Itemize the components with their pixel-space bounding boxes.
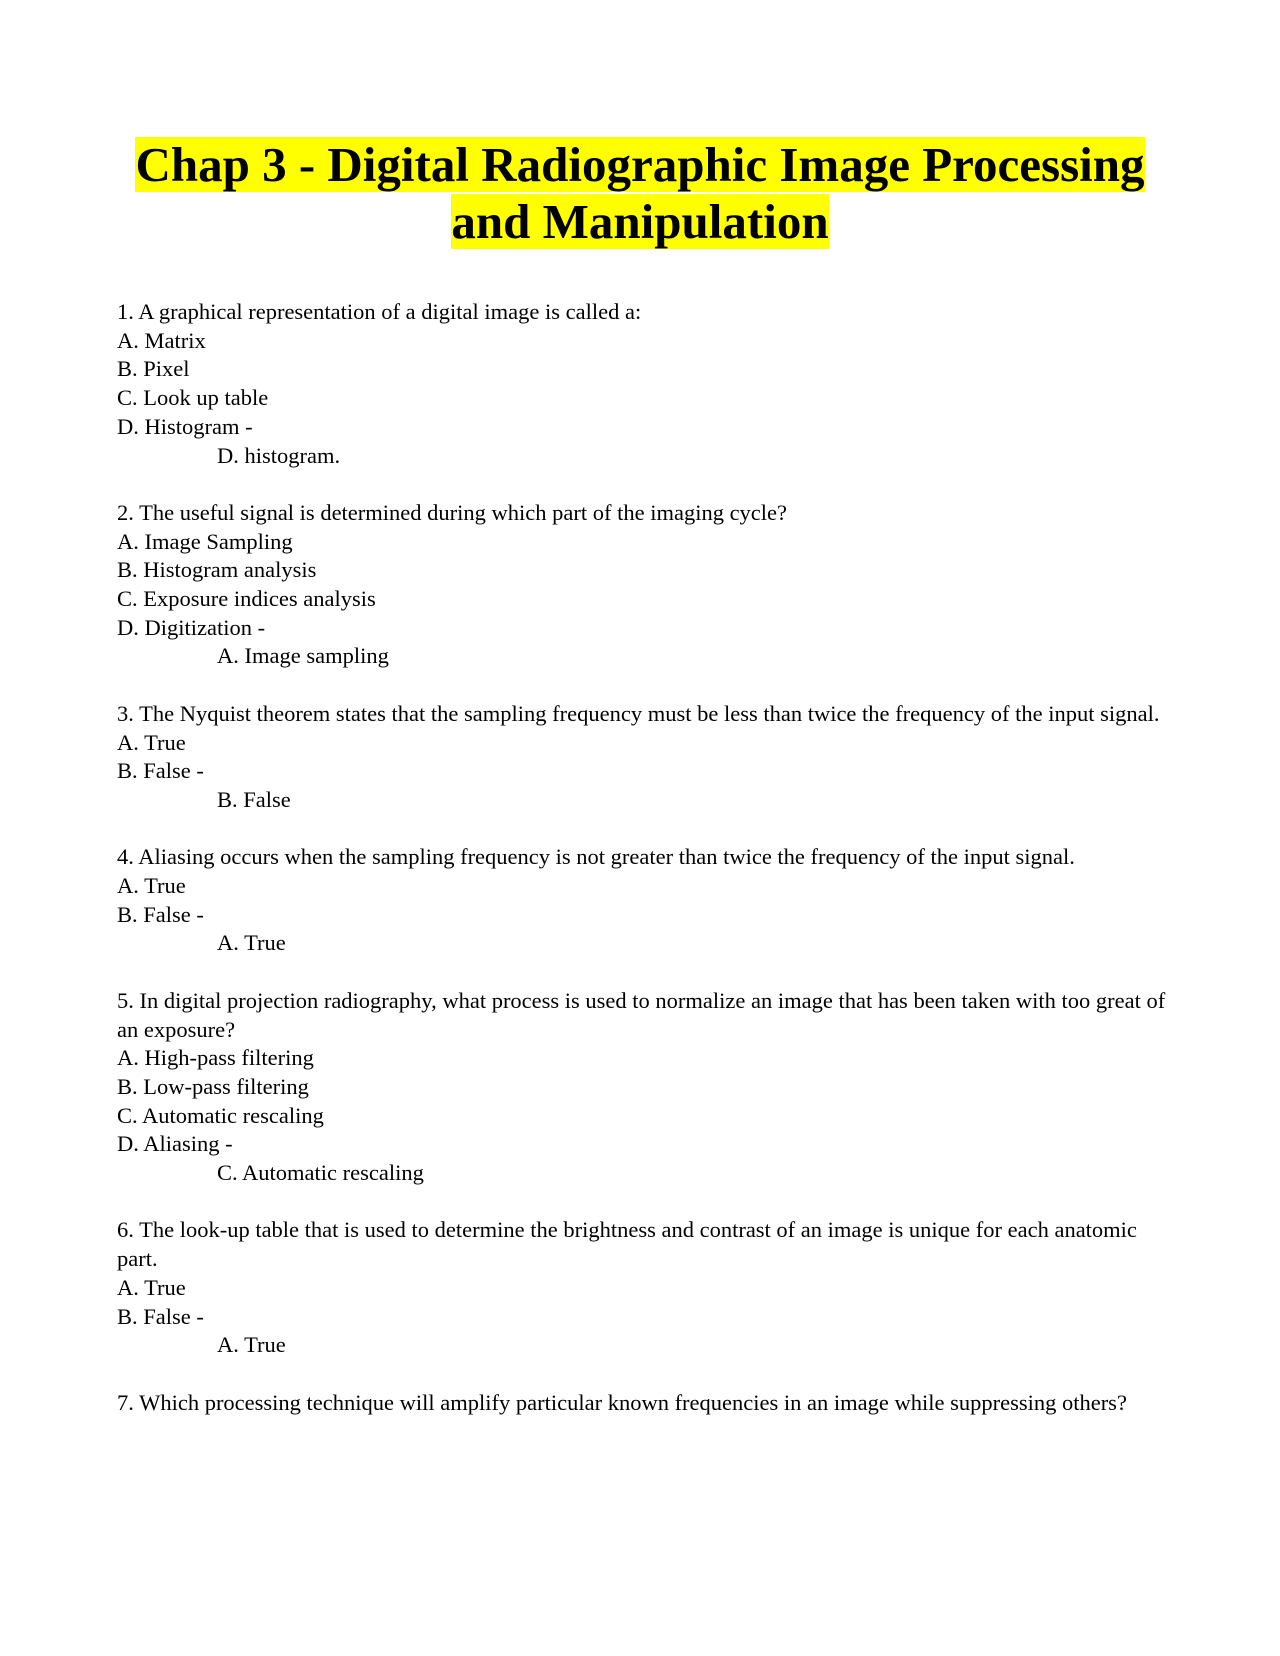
answer-option: A. Image Sampling — [117, 528, 293, 554]
question-1 — [117, 298, 1167, 470]
correct-answer: A. True — [217, 1332, 286, 1358]
answer-option: A. High-pass filtering — [117, 1045, 314, 1071]
question-6 — [117, 1216, 1167, 1360]
question-5 — [117, 987, 1167, 1188]
question-3 — [117, 700, 1167, 815]
answer-option: B. Pixel — [117, 356, 190, 382]
correct-answer: D. histogram. — [217, 442, 341, 468]
answer-option: C. Look up table — [117, 385, 269, 411]
answer-option: A. True — [117, 873, 186, 899]
answer-option: B. Histogram analysis — [117, 557, 317, 583]
answer-option: D. Aliasing - — [117, 1131, 233, 1157]
question-list — [117, 298, 1167, 1446]
answer-option: A. True — [117, 729, 186, 755]
question-stem: 7. Which processing technique will amplify particular known frequencies in an image while suppressing others? — [117, 1389, 1127, 1415]
question-4 — [117, 843, 1167, 958]
page-title — [100, 136, 1180, 250]
answer-option: B. False - — [117, 901, 204, 927]
answer-option: B. False - — [117, 758, 204, 784]
question-stem: 2. The useful signal is determined during which part of the imaging cycle? — [117, 499, 788, 525]
question-7 — [117, 1389, 1167, 1418]
answer-option: C. Automatic rescaling — [117, 1102, 324, 1128]
title-highlight: Chap 3 - Digital Radiographic Image Processing and Manipulation — [135, 137, 1145, 249]
question-stem: 3. The Nyquist theorem states that the sampling frequency must be less than twice the frequency of the input signal. — [117, 700, 1160, 726]
correct-answer: C. Automatic rescaling — [217, 1160, 424, 1186]
answer-option: B. Low-pass filtering — [117, 1073, 309, 1099]
correct-answer: A. Image sampling — [217, 643, 389, 669]
answer-option: D. Histogram - — [117, 413, 253, 439]
answer-option: C. Exposure indices analysis — [117, 586, 376, 612]
answer-option: B. False - — [117, 1303, 204, 1329]
answer-option: A. True — [117, 1274, 186, 1300]
correct-answer: B. False — [217, 786, 291, 812]
answer-option: A. Matrix — [117, 327, 206, 353]
correct-answer: A. True — [217, 930, 286, 956]
question-stem: 6. The look-up table that is used to determine the brightness and contrast of an image is unique for each anatomic part. — [117, 1217, 1137, 1272]
answer-option: D. Digitization - — [117, 614, 266, 640]
question-stem: 1. A graphical representation of a digital image is called a: — [117, 299, 642, 324]
question-2 — [117, 499, 1167, 671]
question-stem: 4. Aliasing occurs when the sampling frequency is not greater than twice the frequency of the input signal. — [117, 844, 1075, 870]
question-stem: 5. In digital projection radiography, what process is used to normalize an image that has been taken with too great of an exposure? — [117, 987, 1166, 1042]
